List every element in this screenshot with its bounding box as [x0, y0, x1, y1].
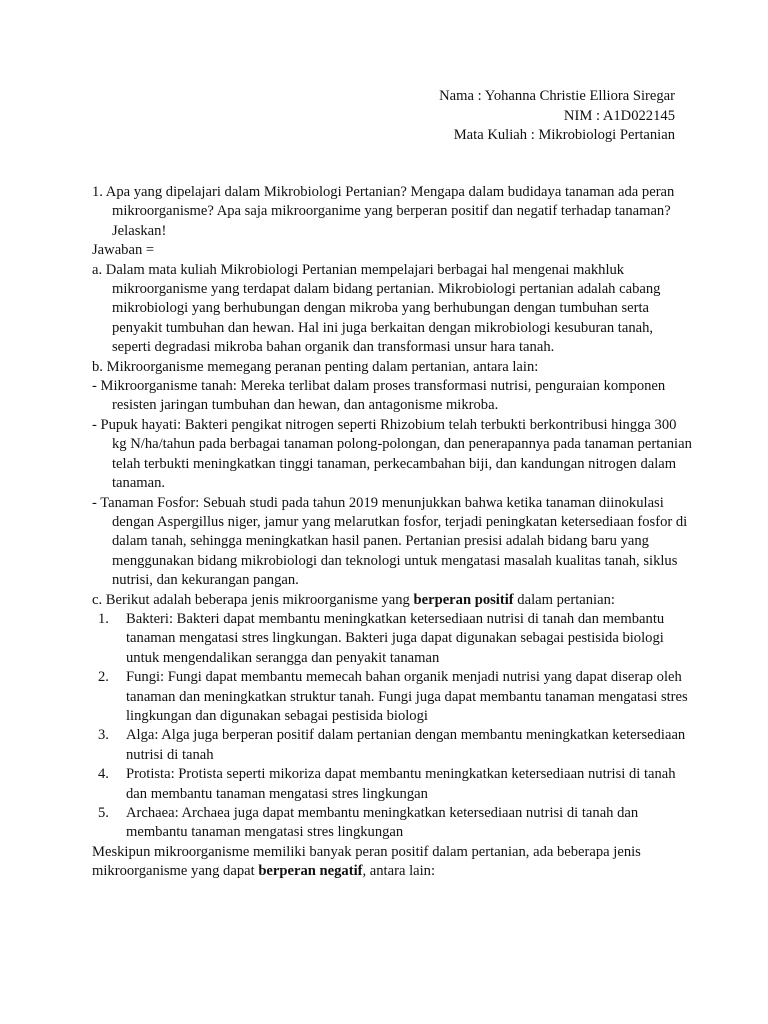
- closing-bold: berperan negatif: [258, 863, 363, 880]
- positive-microbe-list: [92, 610, 692, 843]
- answer-label: Jawaban =: [92, 242, 155, 259]
- list-item-text: Fungi: Fungi dapat membantu memecah bahan organik menjadi nutrisi yang dapat diserap oleh tanaman dan meningkatkan struktur tanah. Fungi juga dapat membantu tanaman mengatasi stres lingkungan dan digunakan sebagai pestisida biologi: [126, 669, 688, 724]
- student-name: Nama : Yohanna Christie Elliora Siregar: [439, 88, 675, 104]
- list-number: 1.: [98, 610, 109, 627]
- bullet-item: - Tanaman Fosfor: Sebuah studi pada tahun 2019 menunjukkan bahwa ketika tanaman diinokulasi dengan Aspergillus niger, jamur yang melarutkan fosfor, terjadi peningkatan ketersediaan fosfor di dalam tanah, sehingga meningkatkan hasil panen. Pertanian presisi adalah bidang baru yang menggunakan bidang mikrobiologi dan teknologi untuk mengatasi masalah kualitas tanah, siklus nutrisi, dan kekurangan pangan.: [92, 494, 688, 589]
- list-item: [98, 610, 692, 668]
- list-number: 3.: [98, 727, 109, 744]
- list-number: 4.: [98, 766, 109, 783]
- course-name: Mata Kuliah : Mikrobiologi Pertanian: [453, 127, 675, 143]
- paragraph-c: [92, 591, 692, 610]
- list-item-text: Bakteri: Bakteri dapat membantu meningkatkan ketersediaan nutrisi di tanah dan membantu tanaman mengatasi stres lingkungan. Bakteri juga dapat digunakan sebagai pestisida biologi untuk mengendalikan serangga dan penyakit tanaman: [126, 610, 665, 666]
- list-number: 2.: [98, 669, 109, 686]
- list-item-text: Archaea: Archaea juga dapat membantu meningkatkan ketersediaan nutrisi di tanah dan membantu tanaman mengatasi stres lingkungan: [126, 805, 639, 841]
- closing-text: Meskipun mikroorganisme memiliki banyak peran positif dalam pertanian, ada beberapa jenis mikroorganisme yang dapat: [92, 843, 641, 880]
- document-body: [92, 183, 692, 882]
- list-item-text: Alga: Alga juga berperan positif dalam pertanian dengan membantu meningkatkan ketersediaan nutrisi di tanah: [126, 727, 686, 763]
- list-item: [98, 668, 692, 726]
- student-header: [439, 87, 675, 146]
- closing-paragraph: [92, 843, 692, 882]
- bullet-item: - Pupuk hayati: Bakteri pengikat nitrogen seperti Rhizobium telah terbukti berkontribusi hingga 300 kg N/ha/tahun pada berbagai tanaman polong-polongan, dan penerapannya pada tanaman pertanian telah terbukti meningkatkan tinggi tanaman, perkecambahan biji, dan kandungan nitrogen dalam tanaman.: [92, 416, 692, 492]
- list-item-text: Protista: Protista seperti mikoriza dapat membantu meningkatkan ketersediaan nutrisi di tanah dan membantu tanaman mengatasi stres lingkungan: [126, 766, 676, 802]
- closing-tail: , antara lain:: [362, 863, 436, 880]
- list-number: 5.: [98, 805, 109, 821]
- paragraph-b: b. Mikroorganisme memegang peranan penting dalam pertanian, antara lain:: [92, 358, 539, 375]
- bullet-item: - Mikroorganisme tanah: Mereka terlibat dalam proses transformasi nutrisi, penguraian komponen resisten jaringan tumbuhan dan hewan, dan antagonisme mikroba.: [92, 378, 666, 414]
- paragraph-c-tail: dalam pertanian:: [513, 591, 615, 608]
- paragraph-c-text: c. Berikut adalah beberapa jenis mikroorganisme yang: [92, 591, 414, 608]
- student-nim: NIM : A1D022145: [563, 107, 675, 124]
- list-item: [98, 765, 692, 804]
- paragraph-c-bold: berperan positif: [413, 591, 514, 608]
- question-text: 1. Apa yang dipelajari dalam Mikrobiologi Pertanian? Mengapa dalam budidaya tanaman ada peran mikroorganisme? Apa saja mikroorganime yang berperan positif dan negatif terhadap tanaman? Jelaskan!: [92, 184, 675, 239]
- paragraph-a: a. Dalam mata kuliah Mikrobiologi Pertanian mempelajari berbagai hal mengenai makhluk mikroorganisme yang terdapat dalam bidang pertanian. Mikrobiologi pertanian adalah cabang mikrobiologi yang berhubungan dengan mikroba yang berhubungan dengan tumbuhan serta penyakit tumbuhan dan hewan. Hal ini juga berkaitan dengan mikrobiologi kesuburan tanah, seperti degradasi mikroba bahan organik dan transformasi unsur hara tanah.: [92, 261, 661, 356]
- list-item: [98, 804, 692, 843]
- list-item: [98, 726, 692, 765]
